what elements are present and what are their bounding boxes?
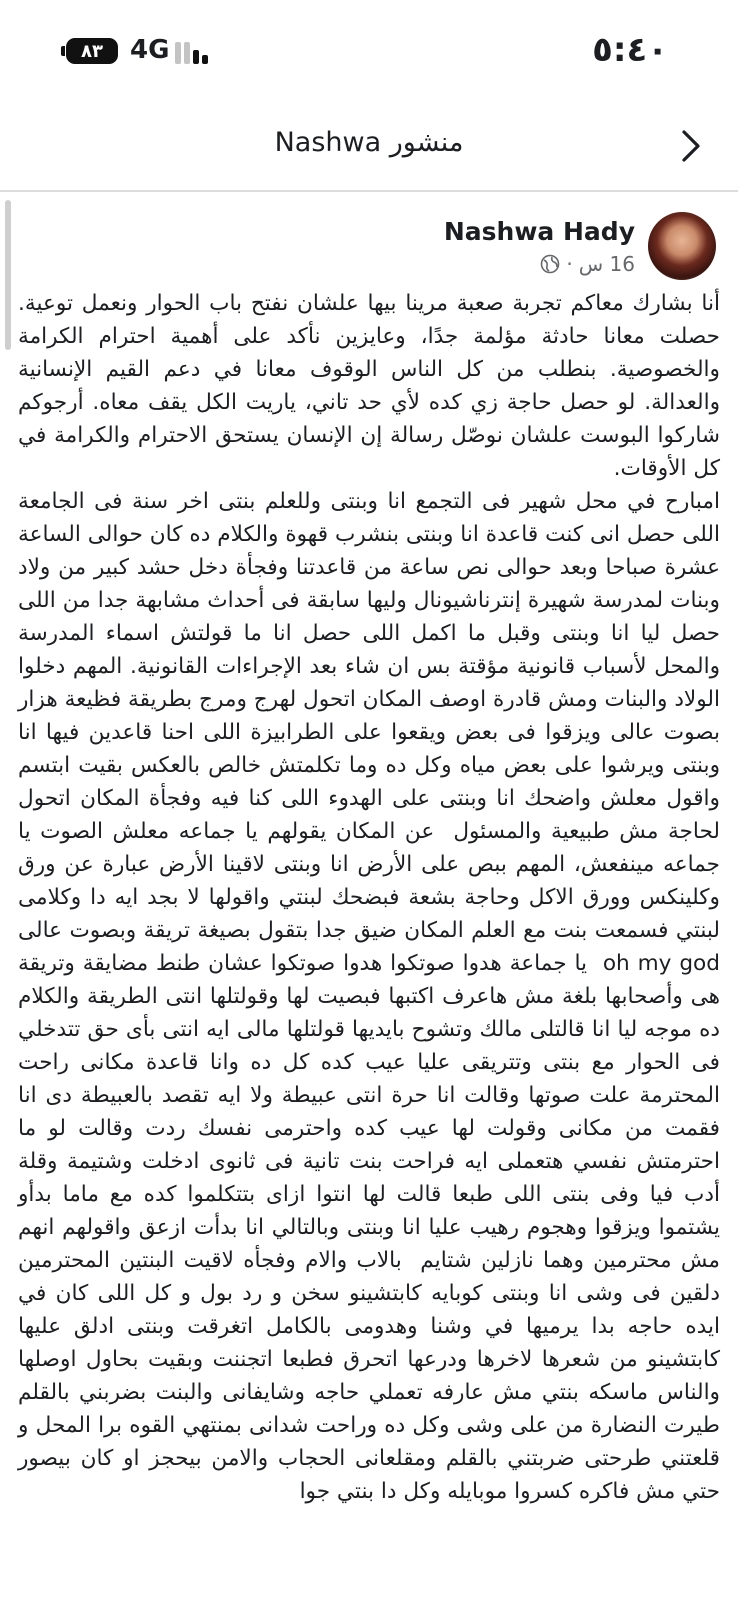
author-name[interactable]: Nashwa Hady [443,217,635,246]
battery-icon [66,38,118,64]
post-time[interactable]: 16 س [578,252,635,276]
post-paragraph-intro: أنا بشارك معاكم تجربة صعبة مرينا بيها علشان نفتح باب الحوار ونعمل توعية. حصلت معانا حادثة مؤلمة جدًا، وعايزين نأكد على أهمية احترام الكرامة والخصوصية. بنطلب من كل الناس الوقوف معانا في دعم القيم الإنسانية والعدالة. لو حصل حاجة زي كده لأي حد تاني، ياريت الكل يقف معاه. أرجوكم شاركوا البوست علشان نوصّل رسالة إن الإنسان يستحق الاحترام والكرامة في كل الأوقات. [11,291,720,481]
signal-strength-icon [175,38,215,64]
back-chevron-icon[interactable] [672,126,708,166]
status-bar [0,0,738,100]
page-header [0,100,738,192]
post-header [0,212,738,292]
avatar[interactable] [648,212,716,280]
post-meta [540,252,635,276]
status-time: ٥:٤٠ [592,30,668,70]
globe-icon [540,254,560,274]
meta-separator: · [566,252,573,276]
page-title: منشور Nashwa [274,127,464,158]
network-type: 4G [130,35,170,65]
battery-level: ٨٣ [81,40,103,62]
post-paragraph-story: امبارح في محل شهير فى التجمع انا وبنتى وللعلم بنتى اخر سنة فى الجامعة اللى حصل انى كنت قاعدة انا وبنتى بنشرب قهوة والكلام ده كان حوالى الساعة عشرة صباحا وبعد حوالى نص ساعة من قاعدتنا وفجأة دخل حشد كبير من ولاد وبنات لمدرسة شهيرة إنترناشيونال وليها سابقة فى أحداث مشابهة جدا من اللى حصل ليا انا وبنتى وقبل ما اكمل اللى حصل انا ما قولتش اسماء المدرسة والمحل لأسباب قانونية مؤقتة بس ان شاء بعد الإجراءات القانونية. المهم دخلوا الولاد والبنات ومش قادرة اوصف المكان اتحول لهرج ومرج بطريقة فظيعة هزار بصوت عالى ويزقوا فى بعض ويقعوا على الطرابيزة اللى احنا قاعدين فيها انا وبنتى ويرشوا على بعض مياه وكل ده وما تكلمتش خالص بالعكس بقيت ابتسم واقول معلش واضحك انا وبنتى على الهدوء اللى كنا فيه وفجأة المكان اتحول لحاجة مش طبيعية والمسئول عن المكان يقولهم يا جماعه معلش الصوت يا جماعه مينفعش، المهم ببص على الأرض انا وبنتى لاقينا الأرض عبارة عن ورق وكلينكس وورق الاكل وحاجة بشعة فبضحك لبنتي واقولها لا بجد ايه دا وكلامى لبنتي فسمعت بنت مع العلم المكان ضيق جدا بتقول بصيغة تريقة وبصوت عالى oh my god يا جماعة هدوا صوتكوا هدوا صوتكوا عشان طنط مضايقة وتريقة هى وأصحابها بلغة مش هاعرف اكتبها فبصيت لها وقولتلها انتى الطريقة والكلام ده موجه ليا انا قالتلى مالك وتشوح بايديها قولتلها مالى ايه انتى بأى حق تتدخلي فى الحوار مع بنتى وتتريقى عليا عيب كده كل ده وانا قاعدة مكانى راحت المحترمة علت صوتها وقالت انا حرة انتى عبيطة ولا ايه تقصد بالعبيطة دى انا فقمت من مكانى وقولت لها عيب كده واحترمى نفسك ردت وقالت لو ما احترمتش نفسي هتعملى ايه فراحت بنت تانية فى ثانوى ادخلت وشتيمة وقلة أدب فيا وفى بنتى اللى طبعا قالت لها انتوا ازاى بتتكلموا كده مع ماما بدأو يشتموا ويزقوا وهجوم رهيب عليا انا وبنتى وبالتالي انا بدأت ازعق واقولهم انهم مش محترمين وهما نازلين شتايم بالاب والام وفجأه لاقيت البنتين المحترمين دلقين فى وشى انا وبنتى كوبايه كابتشينو سخن و رد بول و كل اللى كان في ايده حاجه بدا يرميها في وشنا وهدومى بالكامل اتغرقت وبنتى ادلق عليها كابتشينو من شعرها لاخرها ودرعها اتحرق فطبعا اتجننت وبقيت بحاول اوصلها والناس ماسكه بنتي مش عارفه تعملي حاجه وشايفانى والبنت بضربني بالقلم طيرت النضارة من على وشى وكل ده وراحت شدانى بمنتهي القوه برا المحل و قلعتني طرحتى ضربتني بالقلم ومقلعانى الحجاب والامن بيحجز او كان بيصور حتي مش فاكره كسروا موبايله وكل دا بنتي جوا [4,489,720,1504]
post-body [4,287,720,1508]
